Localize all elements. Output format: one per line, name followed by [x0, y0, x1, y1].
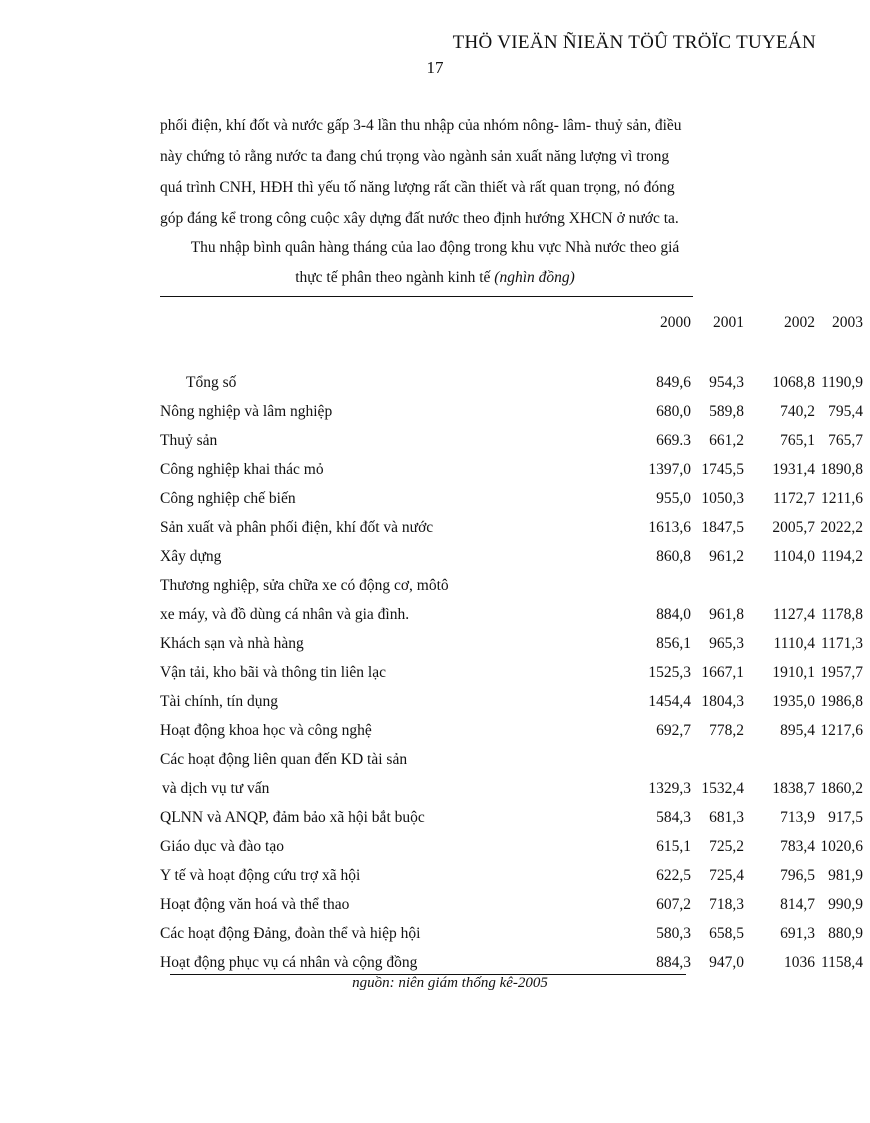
- value-cell: 947,0: [709, 954, 744, 971]
- table-row: [160, 919, 863, 948]
- value-cell: 658,5: [709, 925, 744, 942]
- table-row: [160, 687, 863, 716]
- row-label: Nông nghiệp và lâm nghiệp: [160, 403, 333, 420]
- paragraph-line: quá trình CNH, HĐH thì yếu tố năng lượng rất cần thiết và rất quan trọng, nó đóng: [160, 179, 675, 196]
- value-cell: 2005,7: [772, 519, 815, 536]
- value-cell: 1935,0: [772, 693, 815, 710]
- value-cell: 1613,6: [648, 519, 691, 536]
- value-cell: 880,9: [828, 925, 863, 942]
- table-row: [160, 368, 863, 397]
- value-cell: 961,2: [709, 548, 744, 565]
- paragraph-line: góp đáng kể trong công cuộc xây dựng đất nước theo định hướng XHCN ở nước ta.: [160, 210, 679, 227]
- value-cell: 965,3: [709, 635, 744, 652]
- value-cell: 1454,4: [648, 693, 691, 710]
- year-header: 2001: [713, 314, 744, 331]
- page-number: 17: [426, 58, 444, 77]
- value-cell: 1158,4: [820, 954, 863, 971]
- value-cell: 1667,1: [701, 664, 744, 681]
- value-cell: 1211,6: [820, 490, 863, 507]
- row-label: Tổng số: [186, 374, 237, 391]
- table-row: [160, 571, 720, 600]
- library-header: THÖ VIEÄN ÑIEÄN TÖÛ TRÖÏC TUYEÁN: [452, 32, 816, 53]
- value-cell: 1329,3: [648, 780, 691, 797]
- table-row: [160, 426, 863, 455]
- value-cell: 783,4: [780, 838, 815, 855]
- table-row: [160, 774, 863, 803]
- value-cell: 814,7: [780, 896, 815, 913]
- value-cell: 725,4: [709, 867, 744, 884]
- value-cell: 661,2: [709, 432, 744, 449]
- value-cell: 895,4: [780, 722, 815, 739]
- value-cell: 1194,2: [820, 548, 863, 565]
- paragraph-line: này chứng tỏ rằng nước ta đang chú trọng vào ngành sản xuất năng lượng vì trong: [160, 148, 670, 165]
- value-cell: 718,3: [709, 896, 744, 913]
- row-label: Khách sạn và nhà hàng: [160, 635, 304, 652]
- row-label: Các hoạt động Đảng, đoàn thể và hiệp hội: [160, 925, 421, 942]
- value-cell: 1127,4: [772, 606, 815, 623]
- table-row: [160, 397, 863, 426]
- row-label: Tài chính, tín dụng: [160, 693, 278, 710]
- row-label: Thương nghiệp, sửa chữa xe có động cơ, môtô: [160, 577, 449, 594]
- value-cell: 1986,8: [820, 693, 863, 710]
- caption-text: thực tế phân theo ngành kinh tế: [295, 269, 495, 286]
- caption-line-2: [150, 263, 720, 293]
- value-cell: 860,8: [656, 548, 691, 565]
- value-cell: 2022,2: [820, 519, 863, 536]
- value-cell: 680,0: [656, 403, 691, 420]
- row-label: Hoạt động văn hoá và thể thao: [160, 896, 350, 913]
- income-table-body: [160, 368, 863, 977]
- value-cell: 1190,9: [820, 374, 863, 391]
- value-cell: 1860,2: [820, 780, 863, 797]
- table-top-rule: [160, 296, 693, 297]
- row-label: Xây dựng: [160, 548, 222, 565]
- value-cell: 1172,7: [772, 490, 815, 507]
- row-label: Hoạt động khoa học và công nghệ: [160, 722, 372, 739]
- year-header: 2000: [660, 314, 691, 331]
- source-note: nguồn: niên giám thống kê-2005: [352, 975, 548, 991]
- value-cell: 589,8: [709, 403, 744, 420]
- caption-unit: (nghìn đồng): [494, 269, 575, 286]
- table-row: [160, 455, 863, 484]
- table-row: [160, 890, 863, 919]
- value-cell: 691,3: [780, 925, 815, 942]
- value-cell: 765,1: [780, 432, 815, 449]
- value-cell: 1068,8: [772, 374, 815, 391]
- value-cell: 796,5: [780, 867, 815, 884]
- value-cell: 1171,3: [820, 635, 863, 652]
- row-label: và dịch vụ tư vấn: [162, 780, 270, 797]
- row-label: QLNN và ANQP, đảm bảo xã hội bắt buộc: [160, 809, 425, 826]
- value-cell: 1110,4: [773, 635, 815, 652]
- caption-line-1: Thu nhập bình quân hàng tháng của lao động trong khu vực Nhà nước theo giá: [190, 239, 680, 256]
- value-cell: 917,5: [828, 809, 863, 826]
- value-cell: 1104,0: [772, 548, 815, 565]
- row-label: Hoạt động phục vụ cá nhân và cộng đồng: [160, 954, 418, 971]
- table-header-row: [160, 314, 863, 338]
- value-cell: 615,1: [656, 838, 691, 855]
- row-label: Thuỷ sản: [160, 432, 218, 449]
- value-cell: 681,3: [709, 809, 744, 826]
- row-label: Sản xuất và phân phối điện, khí đốt và nước: [160, 519, 434, 536]
- row-label: Vận tải, kho bãi và thông tin liên lạc: [160, 664, 386, 681]
- year-header: 2002: [784, 314, 815, 331]
- value-cell: 778,2: [709, 722, 744, 739]
- table-row: [160, 629, 863, 658]
- value-cell: 713,9: [780, 809, 815, 826]
- value-cell: 1178,8: [820, 606, 863, 623]
- value-cell: 1050,3: [701, 490, 744, 507]
- value-cell: 856,1: [656, 635, 691, 652]
- value-cell: 1931,4: [772, 461, 815, 478]
- row-label: Y tế và hoạt động cứu trợ xã hội: [160, 867, 361, 884]
- table-row: [160, 600, 863, 629]
- table-row: [160, 745, 720, 774]
- value-cell: 1020,6: [820, 838, 863, 855]
- value-cell: 725,2: [709, 838, 744, 855]
- table-row: [160, 658, 863, 687]
- value-cell: 765,7: [828, 432, 863, 449]
- value-cell: 884,3: [656, 954, 691, 971]
- year-header: 2003: [832, 314, 863, 331]
- table-row: [160, 948, 863, 977]
- table-row: [160, 861, 863, 890]
- row-label: Các hoạt động liên quan đến KD tài sản: [160, 751, 408, 768]
- value-cell: 795,4: [828, 403, 863, 420]
- table-row: [160, 513, 863, 542]
- value-cell: 740,2: [780, 403, 815, 420]
- row-label: Công nghiệp khai thác mỏ: [160, 461, 324, 478]
- table-row: [160, 716, 863, 745]
- value-cell: 584,3: [656, 809, 691, 826]
- value-cell: 1217,6: [820, 722, 863, 739]
- value-cell: 1745,5: [701, 461, 744, 478]
- value-cell: 669.3: [656, 432, 691, 449]
- body-paragraph: [160, 110, 716, 234]
- value-cell: 954,3: [709, 374, 744, 391]
- value-cell: 981,9: [828, 867, 863, 884]
- value-cell: 1397,0: [648, 461, 691, 478]
- value-cell: 1838,7: [772, 780, 815, 797]
- table-row: [160, 484, 863, 513]
- table-caption: [150, 233, 720, 293]
- table-row: [160, 803, 863, 832]
- value-cell: 607,2: [656, 896, 691, 913]
- value-cell: 1890,8: [820, 461, 863, 478]
- value-cell: 1847,5: [701, 519, 744, 536]
- value-cell: 1957,7: [820, 664, 863, 681]
- value-cell: 580,3: [656, 925, 691, 942]
- value-cell: 1525,3: [648, 664, 691, 681]
- value-cell: 961,8: [709, 606, 744, 623]
- value-cell: 955,0: [656, 490, 691, 507]
- value-cell: 622,5: [656, 867, 691, 884]
- value-cell: 990,9: [828, 896, 863, 913]
- row-label: xe máy, và đồ dùng cá nhân và gia đình.: [160, 606, 410, 623]
- table-row: [160, 832, 863, 861]
- paragraph-line: phối điện, khí đốt và nước gấp 3-4 lần thu nhập của nhóm nông- lâm- thuỷ sản, điều: [160, 117, 682, 134]
- value-cell: 1910,1: [772, 664, 815, 681]
- table-row: [160, 542, 863, 571]
- value-cell: 849,6: [656, 374, 691, 391]
- value-cell: 1036: [784, 954, 815, 971]
- value-cell: 1804,3: [701, 693, 744, 710]
- value-cell: 884,0: [656, 606, 691, 623]
- row-label: Giáo dục và đào tạo: [160, 838, 284, 855]
- value-cell: 692,7: [656, 722, 691, 739]
- value-cell: 1532,4: [701, 780, 744, 797]
- row-label: Công nghiệp chế biến: [160, 490, 296, 507]
